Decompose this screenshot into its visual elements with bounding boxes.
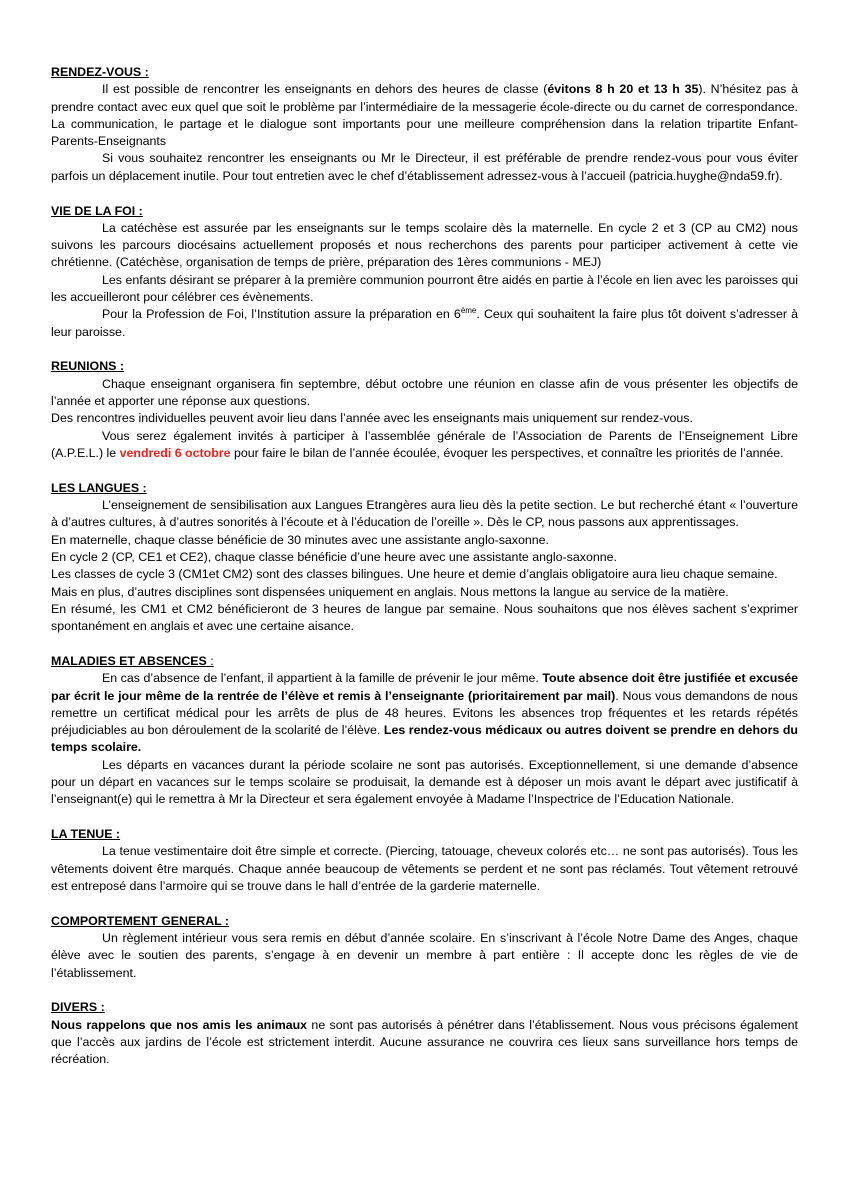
section-heading: LA TENUE : [51, 827, 121, 842]
paragraph: L’enseignement de sensibilisation aux Langues Etrangères aura lieu dès la petite section. Le but recherché étant « l’ouverture à d’autres cultures, à d’autres sonorités à l’écoute et à l’éducation de l’oreille ». Dès le CP, nous passons aux apprentissages. [51, 498, 798, 530]
section-les-langues [51, 480, 798, 636]
paragraph [51, 81, 798, 150]
superscript: ème [460, 306, 477, 316]
paragraph: Les classes de cycle 3 (CM1et CM2) sont des classes bilingues. Une heure et demie d’anglais obligatoire aura lieu chaque semaine. [51, 567, 778, 582]
section-comportement-general [51, 913, 798, 982]
text: ). N’hésitez pas à prendre contact avec eux quel que soit le problème par l’intermédiaire de la messagerie école-directe ou du carnet de correspondance. La communication, le partage et le dialogue sont importants pour une meilleure compréhension dans la relation tripartite Enfant-Parents-Enseignants [51, 82, 798, 149]
paragraph: Chaque enseignant organisera fin septembre, début octobre une réunion en classe afin de vous présenter les objectifs de l’année et apporter une réponse aux questions. [51, 376, 798, 409]
section-heading: VIE DE LA FOI : [51, 203, 143, 218]
paragraph [51, 1017, 798, 1069]
section-reunions [51, 358, 798, 462]
paragraph: Un règlement intérieur vous sera remis en début d’année scolaire. En s’inscrivant à l’école Notre Dame des Anges, chaque élève avec le soutien des parents, s’engage à en devenir un membre à part entière : Il accepte donc les règles de vie de l’établissement. [51, 931, 798, 980]
text: Pour la Profession de Foi, l’Institution assure la préparation en 6 [102, 307, 461, 322]
paragraph: Les enfants désirant se préparer à la première communion pourront être aidés en partie à l’école en lien avec les paroisses qui les accueilleront pour célébrer ces évènements. [51, 272, 798, 305]
text: . Nous vous demandons de nous remettre un certificat médical pour les arrêts de plus de 48 heures. Evitons les absences trop fréquentes et les retards répétés préjudiciables au bon déroulement de la scolarité de l’élève. [51, 688, 798, 738]
bold-text: évitons 8 h 20 et 13 h 35 [547, 82, 699, 97]
section-heading: DIVERS : [51, 1000, 105, 1015]
highlight-date: vendredi 6 octobre [119, 445, 231, 460]
text: ne sont pas autorisés à pénétrer dans l’établissement. Nous vous précisons également que l’accès aux jardins de l’école est strictement interdit. Aucune assurance ne couvrira ces lieux sans surveillance hors temps de récréation. [51, 1017, 798, 1067]
paragraph [51, 306, 798, 341]
text: Vous serez également invités à participer à l’assemblée générale de l’Association de Parents de l’Enseignement Libre (A.P.E.L.) le [51, 428, 798, 460]
text: . Ceux qui souhaitent la faire plus tôt doivent s’adresser à leur paroisse. [51, 307, 798, 339]
section-maladies-absences [51, 653, 798, 809]
section-la-tenue [51, 826, 798, 895]
paragraph: En cycle 2 (CP, CE1 et CE2), chaque classe bénéficie d’une heure avec une assistante anglo-saxonne. [51, 549, 617, 564]
heading-tail: : [206, 653, 214, 668]
bold-text: Toute absence doit être justifiée et excusée par écrit le jour même de la rentrée de l’élève et remis à l’enseignante (prioritairement par mail) [51, 671, 798, 703]
paragraph: En résumé, les CM1 et CM2 bénéficieront de 3 heures de langue par semaine. Nous souhaitons que nos élèves sachent s’exprimer spontanément en anglais et avec une certaine aisance. [51, 601, 798, 634]
section-heading [51, 653, 798, 670]
bold-text: Nous rappelons que nos amis les animaux [51, 1017, 308, 1032]
section-rendez-vous [51, 64, 798, 185]
paragraph: La tenue vestimentaire doit être simple et correcte. (Piercing, tatouage, cheveux colorés etc… ne sont pas autorisés). Tous les vêtements doivent être marqués. Chaque année beaucoup de vêtements se perdent et ne sont pas réclamés. Tout vêtement retrouvé est entreposé dans l’armoire qui se trouve dans le hall d’entrée de la garderie maternelle. [51, 844, 798, 893]
document-page [51, 64, 798, 1086]
section-heading: LES LANGUES : [51, 480, 147, 495]
section-vie-de-la-foi [51, 203, 798, 341]
paragraph: Les départs en vacances durant la période scolaire ne sont pas autorisés. Exceptionnellement, si une demande d’absence pour un départ en vacances sur le temps scolaire se produisait, la demande est à déposer un mois avant le départ avec justificatif à l’enseignant(e) qui le remettra à Mr la Directeur et sera également envoyée à Madame l’Inspectrice de l’Education Nationale. [51, 757, 798, 807]
section-heading: REUNIONS : [51, 359, 124, 374]
text: Il est possible de rencontrer les enseignants en dehors des heures de classe ( [102, 82, 548, 97]
paragraph [51, 670, 798, 756]
paragraph: Des rencontres individuelles peuvent avoir lieu dans l’année avec les enseignants mais uniquement sur rendez-vous. [51, 411, 693, 426]
heading-text: MALADIES ET ABSENCES [51, 653, 207, 668]
paragraph: La catéchèse est assurée par les enseignants sur le temps scolaire dès la maternelle. En cycle 2 et 3 (CP au CM2) nous suivons les parcours diocésains actuellement proposés et nous recherchons des parents pour participer activement à cette vie chrétienne. (Catéchèse, organisation de temps de prière, préparation des 1ères communions - MEJ) [51, 220, 798, 270]
text: En cas d’absence de l’enfant, il appartient à la famille de prévenir le jour même. [102, 671, 543, 686]
paragraph: En maternelle, chaque classe bénéficie de 30 minutes avec une assistante anglo-saxonne. [51, 532, 550, 547]
paragraph [51, 428, 798, 463]
paragraph: Si vous souhaitez rencontrer les enseignants ou Mr le Directeur, il est préférable de prendre rendez-vous pour vous éviter parfois un déplacement inutile. Pour tout entretien avec le chef d’établissement adressez-vous à l’accueil (patricia.huyghe@nda59.fr). [51, 151, 798, 183]
text: pour faire le bilan de l’année écoulée, évoquer les perspectives, et connaître les priorités de l’année. [230, 445, 784, 460]
section-heading: RENDEZ-VOUS : [51, 65, 149, 79]
bold-text: Les rendez-vous médicaux ou autres doivent se prendre en dehors du temps scolaire. [51, 723, 798, 755]
section-divers [51, 999, 798, 1068]
section-heading: COMPORTEMENT GENERAL : [51, 913, 230, 928]
paragraph: Mais en plus, d’autres disciplines sont dispensées uniquement en anglais. Nous mettons la langue au service de la matière. [51, 584, 729, 599]
